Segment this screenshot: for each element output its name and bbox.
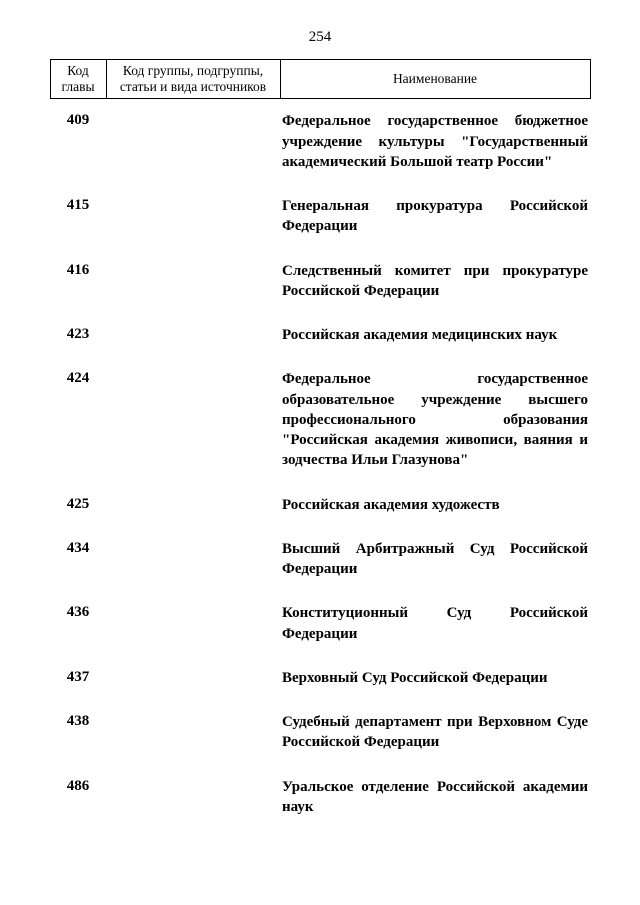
chapter-code: 415 bbox=[66, 197, 90, 214]
source-name: Генеральная прокуратура Российской Федерации bbox=[282, 198, 588, 235]
chapter-code: 424 bbox=[66, 370, 90, 387]
table-header bbox=[50, 60, 590, 99]
table-row bbox=[50, 659, 590, 703]
table-row bbox=[50, 99, 590, 187]
chapter-code: 437 bbox=[66, 668, 90, 685]
page-number: 254 bbox=[308, 29, 332, 45]
table-body bbox=[50, 99, 590, 832]
chapter-code: 436 bbox=[66, 604, 90, 621]
chapter-code: 409 bbox=[66, 112, 90, 129]
source-name: Уральское отделение Российской академии наук bbox=[282, 778, 588, 815]
table-row bbox=[50, 187, 590, 252]
group-code bbox=[106, 594, 280, 659]
table-row bbox=[50, 594, 590, 659]
chapter-code: 434 bbox=[66, 539, 90, 556]
table-row bbox=[50, 252, 590, 317]
table-header-row bbox=[50, 60, 590, 99]
source-name: Российская академия художеств bbox=[282, 496, 500, 513]
group-code bbox=[106, 659, 280, 703]
chapter-code: 438 bbox=[66, 713, 90, 730]
table-row bbox=[50, 530, 590, 595]
table-row bbox=[50, 360, 590, 485]
group-code bbox=[106, 187, 280, 252]
source-name: Судебный департамент при Верховном Суде Российской Федерации bbox=[282, 714, 588, 751]
table-row bbox=[50, 486, 590, 530]
chapter-code: 416 bbox=[66, 261, 90, 278]
group-code bbox=[106, 316, 280, 360]
source-name: Федеральное государственное образовательное учреждение высшего профессионального образования "Российская академия живописи, ваяния и зодчества Ильи Глазунова" bbox=[282, 371, 588, 469]
header-group-code: Код группы, подгруппы, статьи и вида источников bbox=[106, 60, 280, 99]
source-name: Российская академия медицинских наук bbox=[282, 327, 558, 344]
group-code bbox=[106, 252, 280, 317]
table-row bbox=[50, 316, 590, 360]
source-name: Конституционный Суд Российской Федерации bbox=[282, 605, 588, 642]
group-code bbox=[106, 99, 280, 187]
group-code bbox=[106, 768, 280, 833]
chapter-code: 423 bbox=[66, 326, 90, 343]
table-row bbox=[50, 703, 590, 768]
table-row bbox=[50, 768, 590, 833]
group-code bbox=[106, 530, 280, 595]
source-name: Высший Арбитражный Суд Российской Федерации bbox=[282, 540, 588, 578]
source-name: Следственный комитет при прокуратуре Российской Федерации bbox=[282, 262, 588, 299]
header-name: Наименование bbox=[280, 60, 590, 99]
header-chapter-code: Код главы bbox=[50, 60, 106, 99]
source-name: Федеральное государственное бюджетное учреждение культуры "Государственный академический Большой театр России" bbox=[282, 113, 588, 170]
chapter-code: 425 bbox=[66, 495, 90, 512]
source-name: Верховный Суд Российской Федерации bbox=[282, 669, 548, 686]
group-code bbox=[106, 486, 280, 530]
group-code bbox=[106, 360, 280, 485]
group-code bbox=[106, 703, 280, 768]
chapter-code: 486 bbox=[66, 777, 90, 794]
sources-table bbox=[50, 59, 591, 832]
